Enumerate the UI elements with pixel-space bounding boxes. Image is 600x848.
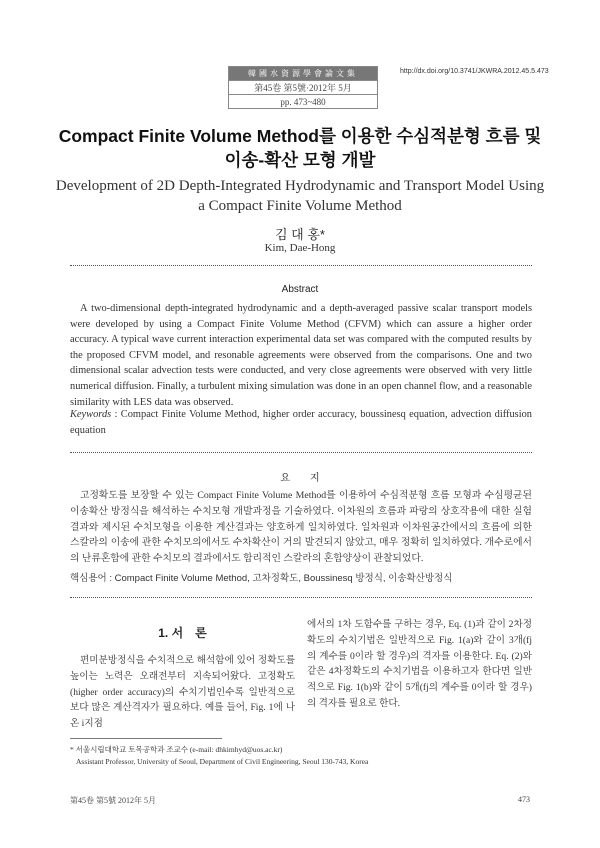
journal-header-box xyxy=(228,66,378,109)
title-english-line2: a Compact Finite Volume Method xyxy=(198,198,402,214)
page-number: 473 xyxy=(518,795,530,804)
yoji-body xyxy=(70,488,532,567)
abstract-text: A two-dimensional depth-integrated hydrodynamic and a depth-averaged passive scalar transport models were developed by using a Compact Finite Volume Method (CFVM) which can assure a higher order accuracy. A typical wave current interaction experimental data set was compared with the computed results by the proposed CFVM model, and resonable agreements were observed from the comparisons. One and two dimensional scalar advection tests were conducted, and very close agreements were observed with very little numerical diffusion. Finally, a turbulent mixing simulation was done in an open channel flow, and a reasonable similarity with LES data was observed. xyxy=(70,303,532,408)
footer-issue: 第45卷 第5號 2012年 5月 xyxy=(70,796,156,805)
footnote-rule xyxy=(70,738,222,739)
footnote-line1: * 서울시립대학교 토목공학과 조교수 (e-mail: dhkimhyd@uos.ac.kr) xyxy=(70,745,283,754)
section-heading: 1. 서 론 xyxy=(158,626,207,640)
divider xyxy=(70,265,532,266)
title-english xyxy=(40,176,560,216)
section-left-column: 편미분방정식을 수치적으로 해석함에 있어 정확도를 높이는 노력은 오래전부터 지속되어왔다. 고정확도(higher order accuracy)의 수치기법인수록 일반적으로 보다 많은 계산격자가 필요하다. 예를 들어, Fig. 1에 나온 i지점 xyxy=(70,655,295,730)
divider xyxy=(70,452,532,453)
author-korean: 김 대 홍* xyxy=(275,227,325,242)
divider xyxy=(70,597,532,598)
footnote xyxy=(70,744,368,768)
doi-link[interactable]: http://dx.doi.org/10.3741/JKWRA.2012.45.5.473 xyxy=(400,68,549,75)
keywords-text: : Compact Finite Volume Method, higher order accuracy, boussinesq equation, advection diffusion equation xyxy=(70,409,532,436)
yoji-heading: 요 지 xyxy=(280,473,320,484)
yoji-keywords: 핵심용어 : Compact Finite Volume Method, 고차정확도, Boussinesq 방정식, 이송확산방정식 xyxy=(70,573,453,584)
keywords-label: Keywords xyxy=(70,409,112,420)
footnote-line2: Assistant Professor, University of Seoul, Department of Civil Engineering, Seoul 130-743, Korea xyxy=(76,757,369,766)
keywords xyxy=(70,407,532,438)
journal-name: 韓國水資源學會論文集 xyxy=(229,67,377,80)
journal-pages: pp. 473~480 xyxy=(229,94,377,108)
author-english: Kim, Dae-Hong xyxy=(264,242,336,254)
title-korean-line2: 이송-확산 모형 개발 xyxy=(224,150,376,170)
title-korean xyxy=(40,124,560,172)
abstract-body xyxy=(70,301,532,410)
title-english-line1: Development of 2D Depth-Integrated Hydrodynamic and Transport Model Using xyxy=(55,178,545,194)
abstract-heading: Abstract xyxy=(281,284,319,295)
journal-issue: 第45卷 第5號·2012年 5月 xyxy=(229,80,377,94)
title-korean-line1: Compact Finite Volume Method를 이용한 수심적분형 흐름 및 xyxy=(58,126,542,146)
section-right-column: 에서의 1차 도함수를 구하는 경우, Eq. (1)과 같이 2차정확도의 수치기법은 일반적으로 Fig. 1(a)와 같이 3개(fj의 계수를 0이라 할 경우)의 격자를 이용한다. Eq. (2)와 같은 4차정확도의 수치기법을 이용하고자 한다면 일반적으로 Fig. 1(b)와 같이 5개(fj의 계수를 0이라 할 경우)의 격자를 필요로 한다. xyxy=(307,619,532,709)
yoji-text: 고정확도를 보장할 수 있는 Compact Finite Volume Method를 이용하여 수심적분형 흐름 모형과 수심평균된 이송확산 방정식을 해석하는 수치모형 개발과정을 기술하였다. 이차원의 흐름과 파랑의 상호작용에 대한 실험결과와 제시된 수치모형을 이용한 계산결과는 양호하게 일치하였다. 일차원과 이차원공간에서의 흐름에 의한 스칼라의 이송에 관한 수치모의에서도 수차확산이 거의 발견되지 않았고, 매우 정확히 일치하였다. 개수로에서의 난류혼합에 관한 수치모의 결과에서도 합리적인 스칼라의 혼합양상이 관찰되었다. xyxy=(70,490,532,565)
